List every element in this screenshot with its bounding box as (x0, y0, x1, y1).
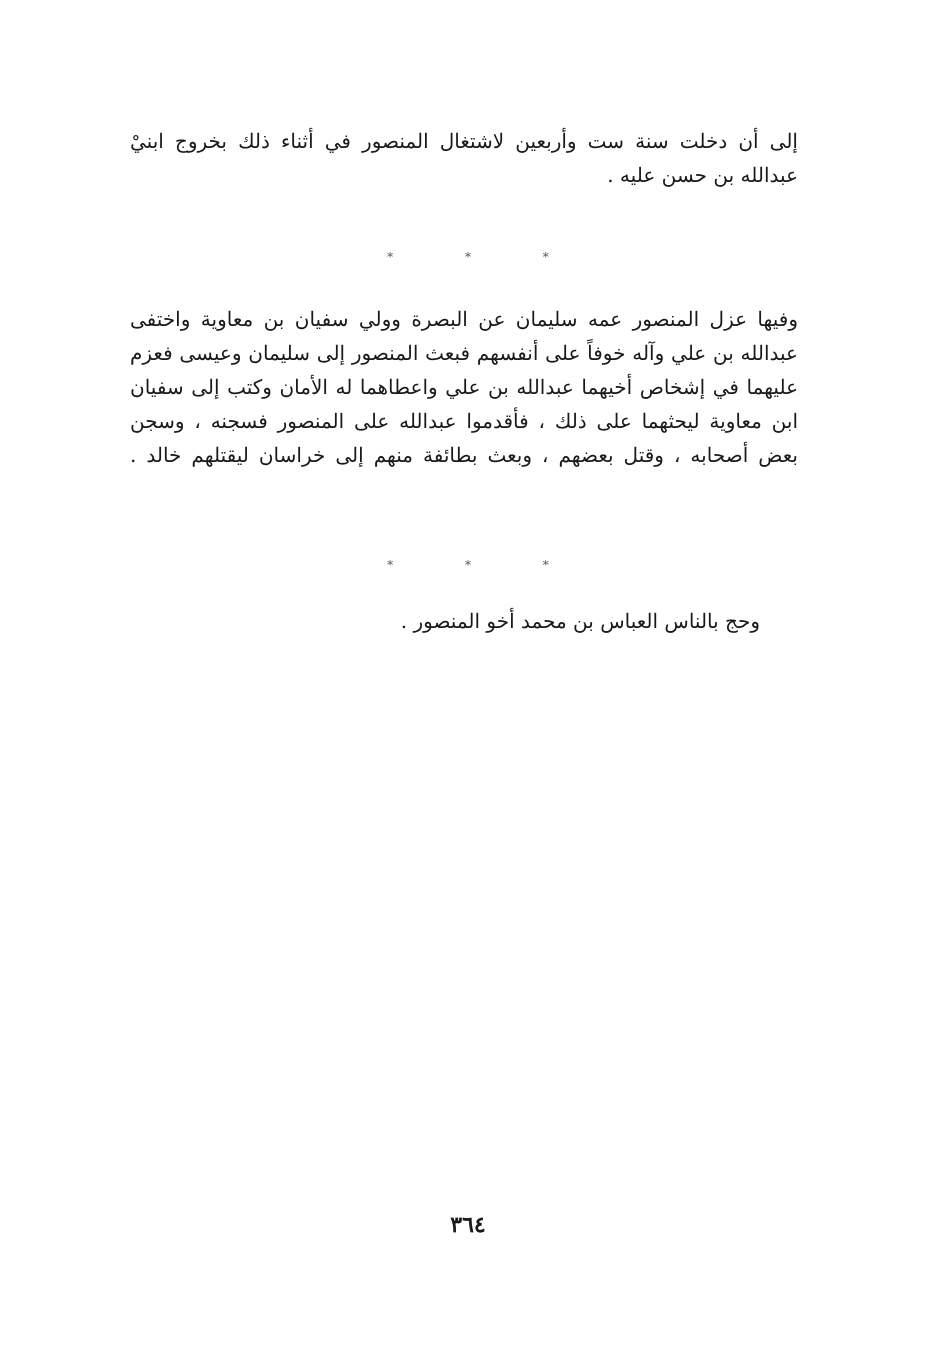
paragraph-3-line-1: وحج بالناس العباس بن محمد أخو المنصور . (400, 609, 760, 633)
paragraph-1-line-2: عبدالله بن حسن عليه . (607, 163, 798, 187)
page-number: ٣٦٤ (450, 1212, 486, 1238)
paragraph-2-line-3: عليهما في إشخاص أخيهما عبدالله بن علي واعطاهما له الأمان وكتب إلى سفيان (130, 375, 798, 399)
paragraph-2-line-1: وفيها عزل المنصور عمه سليمان عن البصرة وولي سفيان بن معاوية واختفى (130, 307, 798, 331)
paragraph-2-line-2: عبدالله بن علي وآله خوفاً على أنفسهم فبعث المنصور إلى سليمان وعيسى فعزم (130, 341, 798, 365)
paragraph-1-line-1: إلى أن دخلت سنة ست وأربعين لاشتغال المنصور في أثناء ذلك بخروج ابنيْ (130, 129, 798, 153)
paragraph-2-line-5: بعض أصحابه ، وقتل بعضهم ، وبعث بطائفة منهم إلى خراسان ليقتلهم خالد . (130, 443, 798, 467)
paragraph-1 (130, 124, 798, 192)
paragraph-3 (360, 604, 760, 638)
section-separator-1: * * * (387, 250, 583, 264)
section-separator-2: * * * (387, 558, 583, 572)
paragraph-2-line-4: ابن معاوية ليحثهما على ذلك ، فأقدموا عبدالله على المنصور فسجنه ، وسجن (130, 409, 798, 433)
paragraph-2 (130, 302, 798, 472)
